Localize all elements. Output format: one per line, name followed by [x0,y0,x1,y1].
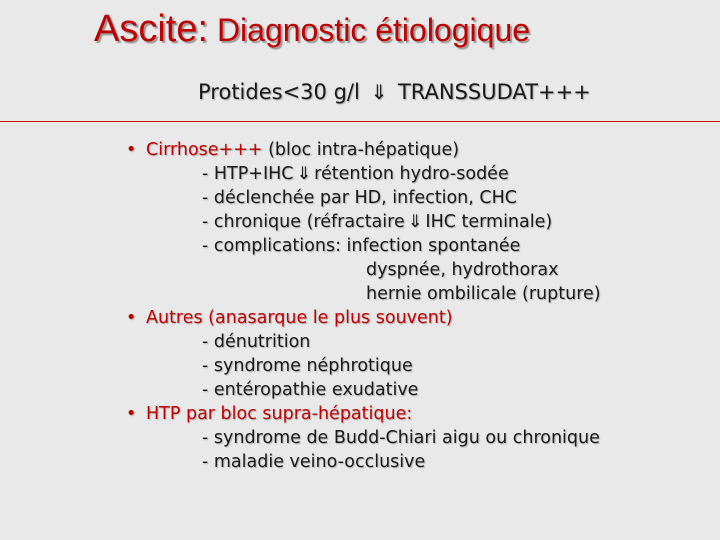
section-title-autres: Autres (anasarque le plus souvent) [146,308,453,328]
subtitle-right: TRANSSUDAT+++ [397,80,591,104]
list-item [126,186,601,210]
sub-item-text: - complications: infection spontanée [202,236,521,256]
continuation-text: dyspnée, hydrothorax [366,260,559,280]
list-item [126,450,601,474]
down-arrow-icon: ⇓ [296,164,312,184]
continuation-text: hernie ombilicale (rupture) [366,284,601,304]
title-main: Ascite: [94,8,209,50]
list-item [126,402,601,426]
list-item [126,378,601,402]
down-arrow-icon: ⇓ [370,80,388,104]
list-item [126,426,601,450]
section-title-htp: HTP par bloc supra-hépatique: [146,404,413,424]
section-title-cirrhose-rest: (bloc intra-hépatique) [262,140,460,160]
list-item [126,354,601,378]
subtitle-left: Protides<30 g/l [198,80,360,104]
sub-item-text: - entéropathie exudative [202,380,419,400]
list-item [126,162,601,186]
list-item [126,306,601,330]
section-title-cirrhose: Cirrhose+++ [146,140,263,160]
list-item [126,330,601,354]
title-rest: Diagnostic étiologique [208,12,531,48]
sub-item-text: - maladie veino-occlusive [202,452,426,472]
slide-title [94,8,530,51]
sub-item-text: rétention hydro-sodée [314,164,509,184]
bullet-icon: • [126,404,137,424]
down-arrow-icon: ⇓ [407,212,423,232]
sub-item-text: IHC terminale) [425,212,553,232]
list-item [126,258,601,282]
list-item [126,210,601,234]
sub-item-text: - chronique (réfractaire [202,212,405,232]
sub-item-text: - syndrome néphrotique [202,356,413,376]
slide-subtitle [198,80,591,104]
sub-item-text: - dénutrition [202,332,311,352]
sub-item-text: - déclenchée par HD, infection, CHC [202,188,517,208]
sub-item-text: - HTP+IHC [202,164,294,184]
sub-item-text: - syndrome de Budd-Chiari aigu ou chronique [202,428,600,448]
title-divider [0,121,720,122]
slide-content [126,138,601,474]
bullet-icon: • [126,140,137,160]
list-item [126,138,601,162]
list-item [126,234,601,258]
bullet-icon: • [126,308,137,328]
list-item [126,282,601,306]
